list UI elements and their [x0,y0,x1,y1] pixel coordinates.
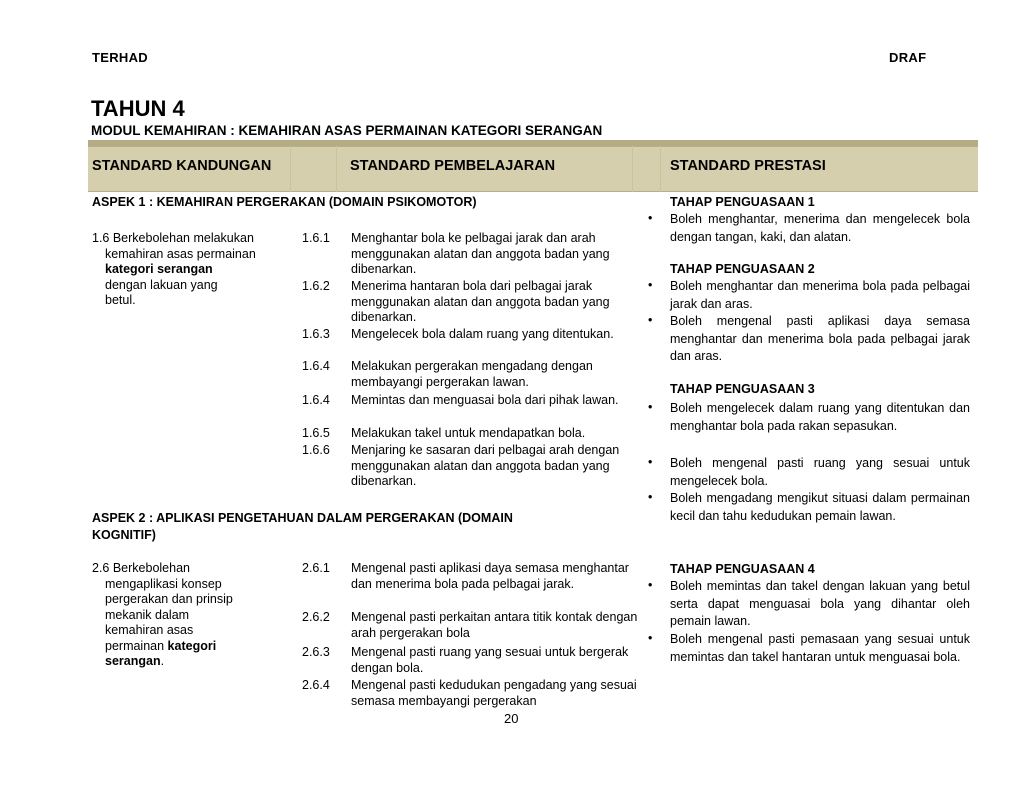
sp-item-number: 2.6.3 [302,645,330,659]
bullet-icon: • [648,490,653,504]
aspek-1-heading: ASPEK 1 : KEMAHIRAN PERGERAKAN (DOMAIN PSIKOMOTOR) [92,195,477,209]
tahap-penguasaan-2: TAHAP PENGUASAAN 2 [670,262,815,276]
sp-item-number: 1.6.2 [302,279,330,293]
kandungan-line: 1.6 Berkebolehan melakukan [92,231,254,245]
prestasi-bullet-text: Boleh menghantar dan menerima bola pada pelbagai jarak dan aras. [670,279,970,311]
column-separator [290,146,291,192]
sp-item-text: Melakukan takel untuk mendapatkan bola. [351,426,586,440]
sp-item-number: 1.6.5 [302,426,330,440]
sp-item-text: Memintas dan menguasai bola dari pihak lawan. [351,393,619,407]
bullet-icon: • [648,211,653,225]
bullet-icon: • [648,578,653,592]
prestasi-bullet-text: Boleh memintas dan takel dengan lakuan yang betul serta dapat menguasai bola yang dihantar oleh pemain lawan. [670,579,970,628]
sp-item-text: Menjaring ke sasaran dari pelbagai arah dengan menggunakan alatan dan anggota badan yang dibenarkan. [351,443,620,488]
prestasi-bullet-text: Boleh mengelecek dalam ruang yang ditentukan dan menghantar bola pada rakan sepasukan. [670,401,970,433]
page-number: 20 [504,711,519,726]
sp-item-number: 1.6.3 [302,327,330,341]
aspek-1-standard-kandungan [92,231,297,309]
kandungan-line: dengan lakuan yang [105,277,218,292]
prestasi-bullet-text: Boleh mengenal pasti pemasaan yang sesuai untuk memintas dan takel hantaran untuk menguasai bola. [670,632,970,664]
sp-item-number: 2.6.1 [302,561,330,575]
header-right-label: DRAF [889,50,927,65]
bullet-icon: • [648,313,653,327]
column-separator [336,146,337,192]
bullet-icon: • [648,455,653,469]
kandungan-line: betul. [105,293,136,307]
sp-item-text: Menghantar bola ke pelbagai jarak dan arah menggunakan alatan dan anggota badan yang dibenarkan. [351,231,610,276]
sp-item-text: Mengenal pasti perkaitan antara titik kontak dengan arah pergerakan bola [351,610,638,640]
sp-item-number: 1.6.4 [302,393,330,407]
sp-item-text: Mengenal pasti aplikasi daya semasa menghantar dan menerima bola pada pelbagai jarak. [351,561,629,591]
column-separator [632,146,633,192]
sp-item-text: Menerima hantaran bola dari pelbagai jarak menggunakan alatan dan anggota badan yang dibenarkan. [351,279,610,324]
column-header-kandungan: STANDARD KANDUNGAN [92,158,272,174]
kandungan-bold-term: kategori serangan [105,262,213,276]
kandungan-line: 2.6 Berkebolehan [92,561,190,575]
prestasi-bullet-text: Boleh mengenal pasti aplikasi daya semasa menghantar dan menerima bola pada pelbagai jarak dan aras. [670,314,970,363]
aspek-2-standard-kandungan [92,561,297,670]
kandungan-line: mengaplikasi konsep [105,576,222,591]
kandungan-line: kemahiran asas permainan [105,246,256,261]
column-separator [660,146,661,192]
sp-item-text: Mengenal pasti ruang yang sesuai untuk bergerak dengan bola. [351,645,629,675]
column-header-pembelajaran: STANDARD PEMBELAJARAN [350,158,556,174]
kandungan-bold-term: kategori [167,638,217,653]
bullet-icon: • [648,631,653,645]
kandungan-bold-term: serangan [105,654,161,668]
page-title: TAHUN 4 [91,96,185,121]
sp-item-number: 2.6.2 [302,610,330,624]
prestasi-bullet-text: Boleh menghantar, menerima dan mengelecek bola dengan tangan, kaki, dan alatan. [670,212,970,244]
kandungan-line: pergerakan dan prinsip [105,592,233,606]
kandungan-line [105,639,297,655]
bullet-icon: • [648,278,653,292]
kandungan-line: mekanik dalam [105,607,190,622]
bullet-icon: • [648,400,653,414]
module-subtitle: MODUL KEMAHIRAN : KEMAHIRAN ASAS PERMAINAN KATEGORI SERANGAN [91,123,603,138]
aspek-2-heading-cont: KOGNITIF) [92,528,156,542]
sp-item-text: Mengenal pasti kedudukan pengadang yang sesuai semasa membayangi pergerakan [351,678,637,708]
tahap-penguasaan-3: TAHAP PENGUASAAN 3 [670,382,815,396]
prestasi-bullet-text: Boleh mengadang mengikut situasi dalam permainan kecil dan tahu kedudukan pemain lawan. [670,491,970,523]
column-header-divider [88,146,978,147]
prestasi-bullet-text: Boleh mengenal pasti ruang yang sesuai untuk mengelecek bola. [670,456,970,488]
sp-item-text: Mengelecek bola dalam ruang yang ditentukan. [351,327,614,341]
sp-item-number: 1.6.4 [302,359,330,373]
kandungan-line: kemahiran asas [105,623,194,637]
aspek-2-heading: ASPEK 2 : APLIKASI PENGETAHUAN DALAM PERGERAKAN (DOMAIN [92,511,513,525]
header-left-label: TERHAD [92,50,148,65]
sp-item-number: 2.6.4 [302,678,330,692]
sp-item-number: 1.6.6 [302,443,330,457]
kandungan-text: permainan [105,638,168,653]
tahap-penguasaan-1: TAHAP PENGUASAAN 1 [670,195,815,209]
kandungan-line [105,654,297,670]
column-header-prestasi: STANDARD PRESTASI [670,158,826,174]
column-header-bottom-line [88,191,978,192]
kandungan-text: . [160,654,165,668]
tahap-penguasaan-4: TAHAP PENGUASAAN 4 [670,562,815,576]
sp-item-text: Melakukan pergerakan mengadang dengan membayangi pergerakan lawan. [351,359,593,389]
sp-item-number: 1.6.1 [302,231,330,245]
